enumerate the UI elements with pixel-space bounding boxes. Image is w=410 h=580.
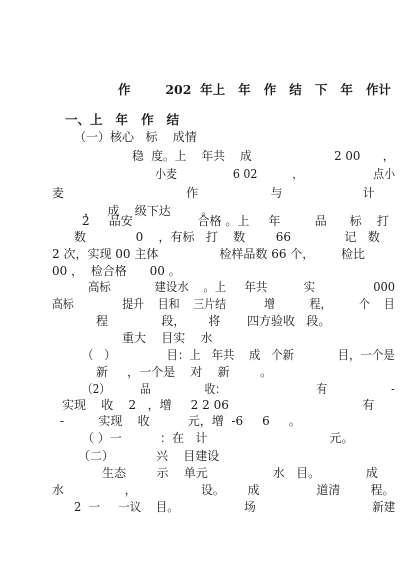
paragraph-line: 高标 建设水 。上 年共 实 000 <box>88 280 396 294</box>
paragraph-line: ， 成 级下达 。 <box>84 204 214 218</box>
paragraph-line: 实现 收 2 ，增 2 2 06 有 <box>62 398 375 412</box>
paragraph-line: 稳 度。上 年共 成 2 00 ， <box>132 149 395 163</box>
paragraph-line: 生态 示 单元 水 目。 成 <box>102 466 378 480</box>
paragraph-line: （ ）一 ：在 计 元。 <box>82 431 354 445</box>
paragraph-line: 新 ，一个是 对 新 。 <box>96 365 273 379</box>
subsection-heading: 重大 目实 水 <box>122 331 213 345</box>
paragraph-line: 程 段， 将 四方验收 段。 <box>96 314 331 328</box>
subsection-heading: （二） 兴 目建设 <box>78 449 220 463</box>
paragraph-line: （2） 品 收： 有 - <box>82 382 395 396</box>
paragraph-line: 2 次，实现 00 主体 检样品数 66 个， 检比 <box>52 247 365 261</box>
subsection-heading: （一）核心 标 成情 <box>74 130 197 144</box>
document-title: 作 202 年上 年 作 结 下 年 作计 <box>118 82 391 97</box>
paragraph-line: 高标 提升 目和 三片结 增 程， 个 目 <box>52 297 395 311</box>
paragraph-line: 麦 作 与 计 <box>52 186 375 200</box>
paragraph-line: 水 ， 设。 成 道清 程。 <box>52 483 395 497</box>
section-heading: 一、上 年 作 结 <box>65 112 180 127</box>
paragraph-line: - 实现 收 元，增 -6 6 。 <box>60 414 301 428</box>
paragraph-line: （ ） 目：上 年共 成 个新 目，一个是 <box>82 348 395 362</box>
paragraph-line: 2 品安 合格 。上 年 品 标 打 <box>82 214 389 228</box>
paragraph-line: 小麦 6 02 ， 点小 <box>155 167 396 181</box>
paragraph-line: 00 ， 检合格 00 。 <box>52 264 181 278</box>
paragraph-line: 数 0 ，有标 打 数 66 记 数 <box>74 230 380 244</box>
paragraph-line: 2 一 一议 目。 场 新建 <box>74 500 396 514</box>
